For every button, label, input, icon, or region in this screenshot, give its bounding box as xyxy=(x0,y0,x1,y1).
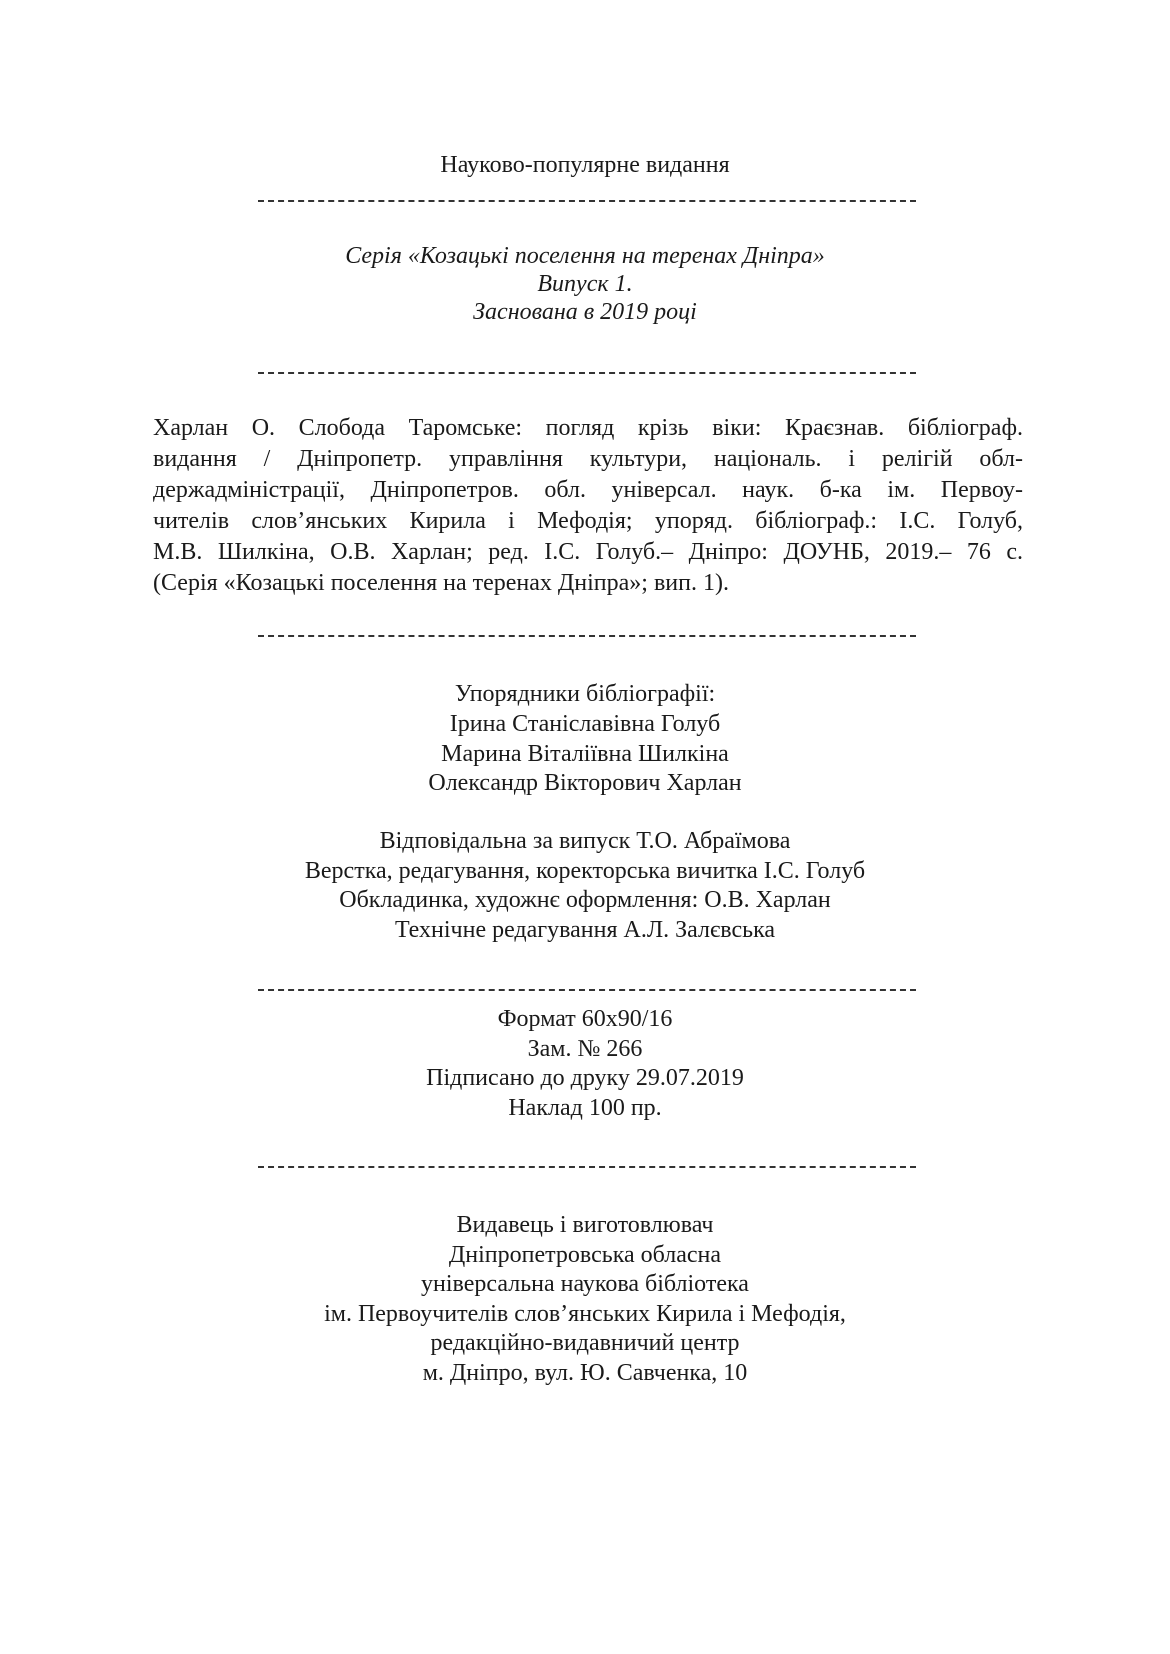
print-format: Формат 60х90/16 xyxy=(497,1006,673,1032)
divider xyxy=(258,989,916,991)
publisher-address: м. Дніпро, вул. Ю. Савченка, 10 xyxy=(422,1360,748,1386)
divider xyxy=(258,200,916,202)
compilers-heading: Упорядники бібліографії: xyxy=(454,681,716,707)
credit-line: Технічне редагування А.Л. Залєвська xyxy=(394,917,776,943)
publisher-line: Дніпропетровська обласна xyxy=(448,1242,722,1268)
publisher-line: Видавець і виготовлювач xyxy=(456,1212,714,1238)
edition-type: Науково-популярне видання xyxy=(440,152,730,178)
series-issue: Випуск 1. xyxy=(537,271,633,297)
signed-to-print: Підписано до друку 29.07.2019 xyxy=(426,1065,744,1091)
compiler-name: Ірина Станіславівна Голуб xyxy=(449,711,721,737)
citation-line: М.В. Шилкіна, О.В. Харлан; ред. І.С. Голуб.– Дніпро: ДОУНБ, 2019.– 76 с. xyxy=(153,539,1023,565)
credit-line: Верстка, редагування, коректорська вичитка І.С. Голуб xyxy=(304,858,866,884)
compiler-name: Марина Віталіївна Шилкіна xyxy=(441,741,729,767)
citation-line: держадміністрації, Дніпропетров. обл. універсал. наук. б-ка ім. Первоу- xyxy=(153,477,1023,503)
compiler-name: Олександр Вікторович Харлан xyxy=(428,770,742,796)
citation-line: (Серія «Козацькі поселення на теренах Дніпра»; вип. 1). xyxy=(153,570,729,596)
series-title: Серія «Козацькі поселення на теренах Дніпра» xyxy=(345,243,825,269)
credit-line: Обкладинка, художнє оформлення: О.В. Харлан xyxy=(339,887,831,913)
print-run: Наклад 100 пр. xyxy=(508,1095,662,1121)
publisher-line: ім. Первоучителів слов’янських Кирила і Мефодія, xyxy=(324,1301,846,1327)
divider xyxy=(258,372,916,374)
publisher-line: редакційно-видавничий центр xyxy=(430,1330,740,1356)
divider xyxy=(258,1166,916,1168)
citation-line: видання / Дніпропетр. управління культури, національ. і релігій обл- xyxy=(153,446,1023,472)
divider xyxy=(258,635,916,637)
citation-line: чителів слов’янських Кирила і Мефодія; упоряд. бібліограф.: І.С. Голуб, xyxy=(153,508,1023,534)
order-number: Зам. № 266 xyxy=(527,1036,643,1062)
publisher-line: універсальна наукова бібліотека xyxy=(421,1271,749,1297)
bibliographic-citation xyxy=(153,413,1023,599)
series-founded: Заснована в 2019 році xyxy=(473,299,697,325)
citation-line: Харлан О. Слобода Таромське: погляд крізь віки: Краєзнав. бібліограф. xyxy=(153,415,1023,441)
credit-line: Відповідальна за випуск Т.О. Абраїмова xyxy=(379,828,791,854)
